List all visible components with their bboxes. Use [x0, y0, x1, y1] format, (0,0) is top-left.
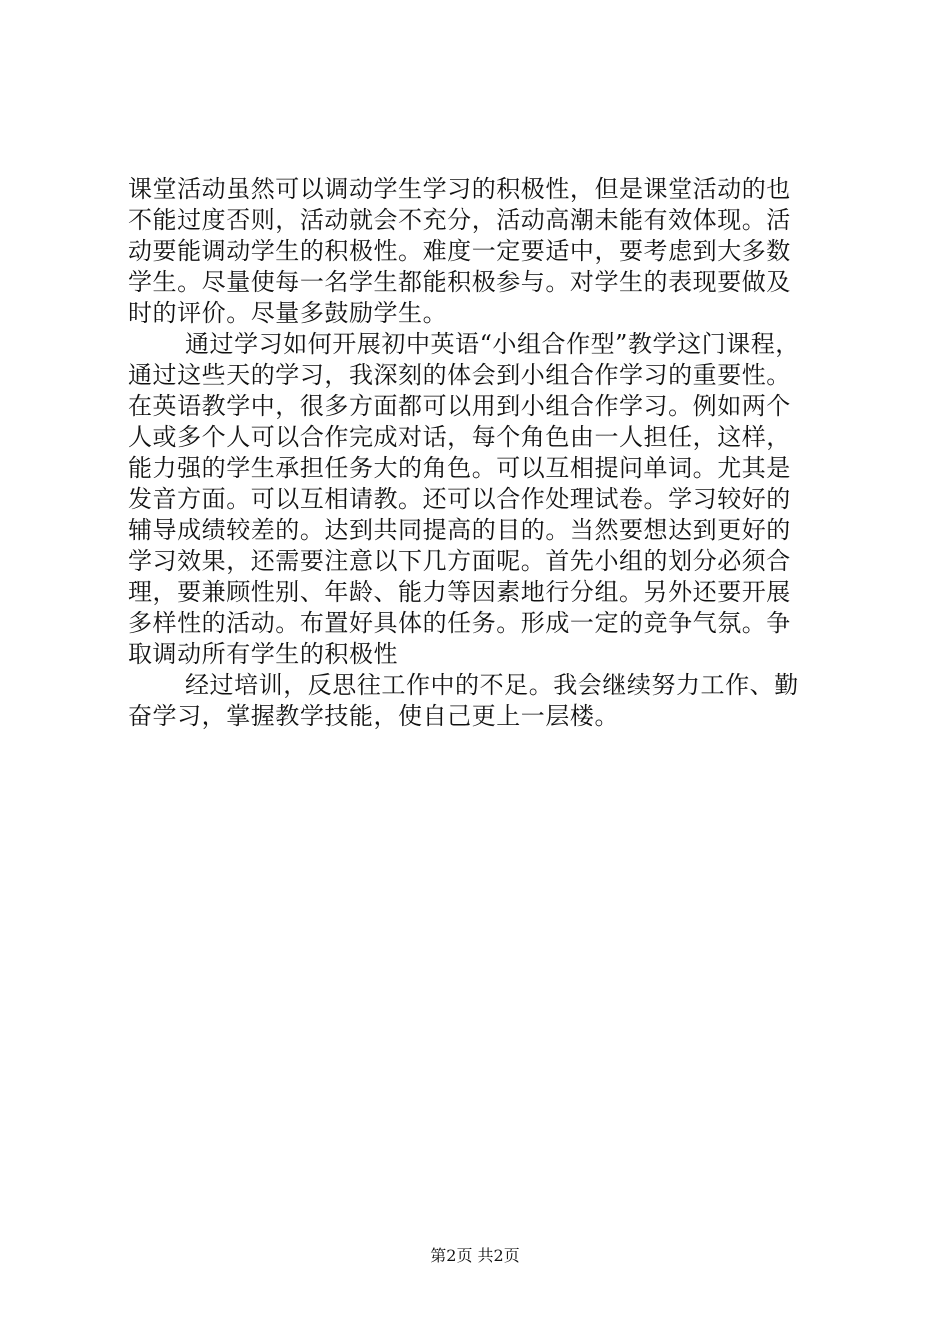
paragraph-2-line-5: 能力强的学生承担任务大的角色。可以互相提问单词。尤其是	[128, 454, 791, 482]
paragraph-2-line-6: 发音方面。可以互相请教。还可以合作处理试卷。学习较好的	[128, 485, 791, 513]
paragraph-2-line-7: 辅导成绩较差的。达到共同提高的目的。当然要想达到更好的	[128, 516, 791, 544]
paragraph-1-line-1: 课堂活动虽然可以调动学生学习的积极性，但是课堂活动的也	[128, 175, 791, 203]
paragraph-2-line-11: 取调动所有学生的积极性	[128, 640, 399, 668]
paragraph-2-line-10: 多样性的活动。布置好具体的任务。形成一定的竞争气氛。争	[128, 609, 791, 637]
paragraph-3-line-2: 奋学习，掌握教学技能，使自己更上一层楼。	[128, 702, 619, 730]
paragraph-1-line-3: 动要能调动学生的积极性。难度一定要适中，要考虑到大多数	[128, 237, 791, 265]
paragraph-3-line-1: 经过培训，反思往工作中的不足。我会继续努力工作、勤	[185, 671, 799, 699]
paragraph-1-line-2: 不能过度否则，活动就会不充分，活动高潮未能有效体现。活	[128, 206, 791, 234]
paragraph-2-line-1: 通过学习如何开展初中英语“小组合作型”教学这门课程，	[185, 330, 800, 358]
paragraph-2-line-2: 通过这些天的学习，我深刻的体会到小组合作学习的重要性。	[128, 361, 791, 389]
page-number-footer: 第2页 共2页	[430, 1246, 520, 1265]
paragraph-1-line-5: 时的评价。尽量多鼓励学生。	[128, 299, 448, 327]
paragraph-2-line-3: 在英语教学中，很多方面都可以用到小组合作学习。例如两个	[128, 392, 791, 420]
paragraph-2-line-8: 学习效果，还需要注意以下几方面呢。首先小组的划分必须合	[128, 547, 791, 575]
paragraph-1-line-4: 学生。尽量使每一名学生都能积极参与。对学生的表现要做及	[128, 268, 791, 296]
paragraph-2-line-9: 理，要兼顾性别、年龄、能力等因素地行分组。另外还要开展	[128, 578, 791, 606]
paragraph-2-line-4: 人或多个人可以合作完成对话，每个角色由一人担任，这样，	[128, 423, 791, 451]
